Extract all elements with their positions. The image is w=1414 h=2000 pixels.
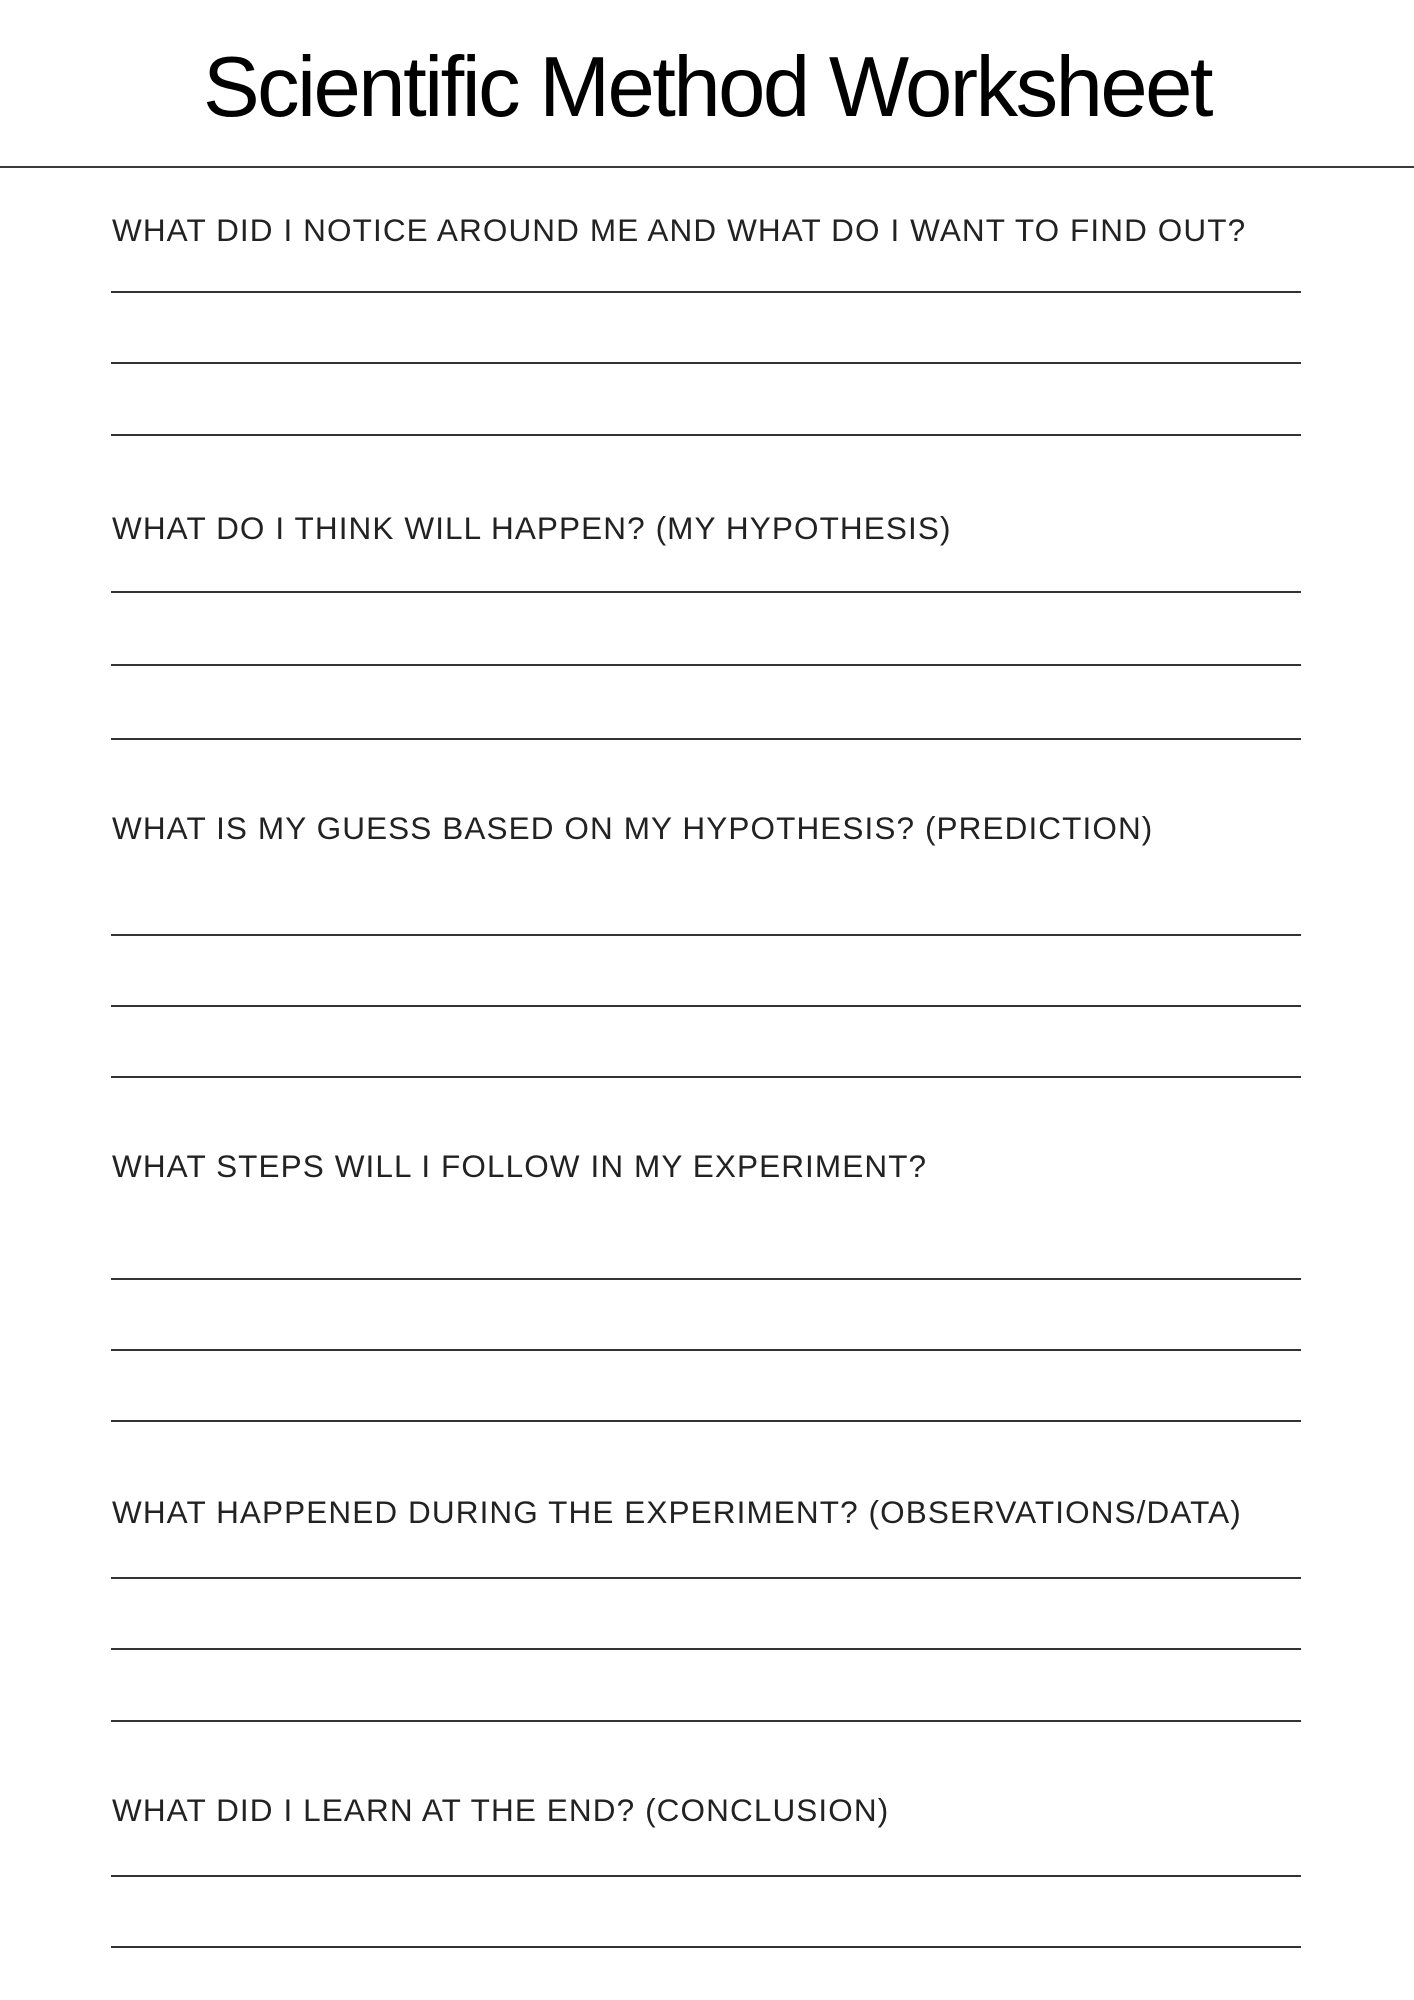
answer-line[interactable]: [111, 1946, 1301, 1948]
answer-line[interactable]: [111, 1076, 1301, 1078]
answer-line[interactable]: [111, 738, 1301, 740]
answer-line[interactable]: [111, 934, 1301, 936]
answer-line[interactable]: [111, 664, 1301, 666]
answer-line[interactable]: [111, 1005, 1301, 1007]
page-title: Scientific Method Worksheet: [202, 40, 1212, 135]
answer-line[interactable]: [111, 1875, 1301, 1877]
answer-line[interactable]: [111, 1577, 1301, 1579]
section-heading: WHAT HAPPENED DURING THE EXPERIMENT? (OBSERVATIONS/DATA): [112, 1494, 1242, 1530]
answer-line[interactable]: [111, 591, 1301, 593]
answer-line[interactable]: [111, 1420, 1301, 1422]
section-heading: WHAT IS MY GUESS BASED ON MY HYPOTHESIS? (PREDICTION): [112, 810, 1154, 846]
answer-line[interactable]: [111, 434, 1301, 436]
answer-line[interactable]: [111, 1648, 1301, 1650]
answer-line[interactable]: [111, 1720, 1301, 1722]
answer-line[interactable]: [111, 362, 1301, 364]
section-heading: WHAT DID I LEARN AT THE END? (CONCLUSION): [112, 1792, 890, 1828]
section-heading: WHAT DID I NOTICE AROUND ME AND WHAT DO I WANT TO FIND OUT?: [112, 212, 1247, 248]
answer-line[interactable]: [111, 1278, 1301, 1280]
title-divider: [0, 166, 1414, 168]
answer-line[interactable]: [111, 291, 1301, 293]
section-heading: WHAT DO I THINK WILL HAPPEN? (MY HYPOTHESIS): [112, 510, 952, 546]
section-heading: WHAT STEPS WILL I FOLLOW IN MY EXPERIMENT?: [112, 1148, 928, 1184]
answer-line[interactable]: [111, 1349, 1301, 1351]
